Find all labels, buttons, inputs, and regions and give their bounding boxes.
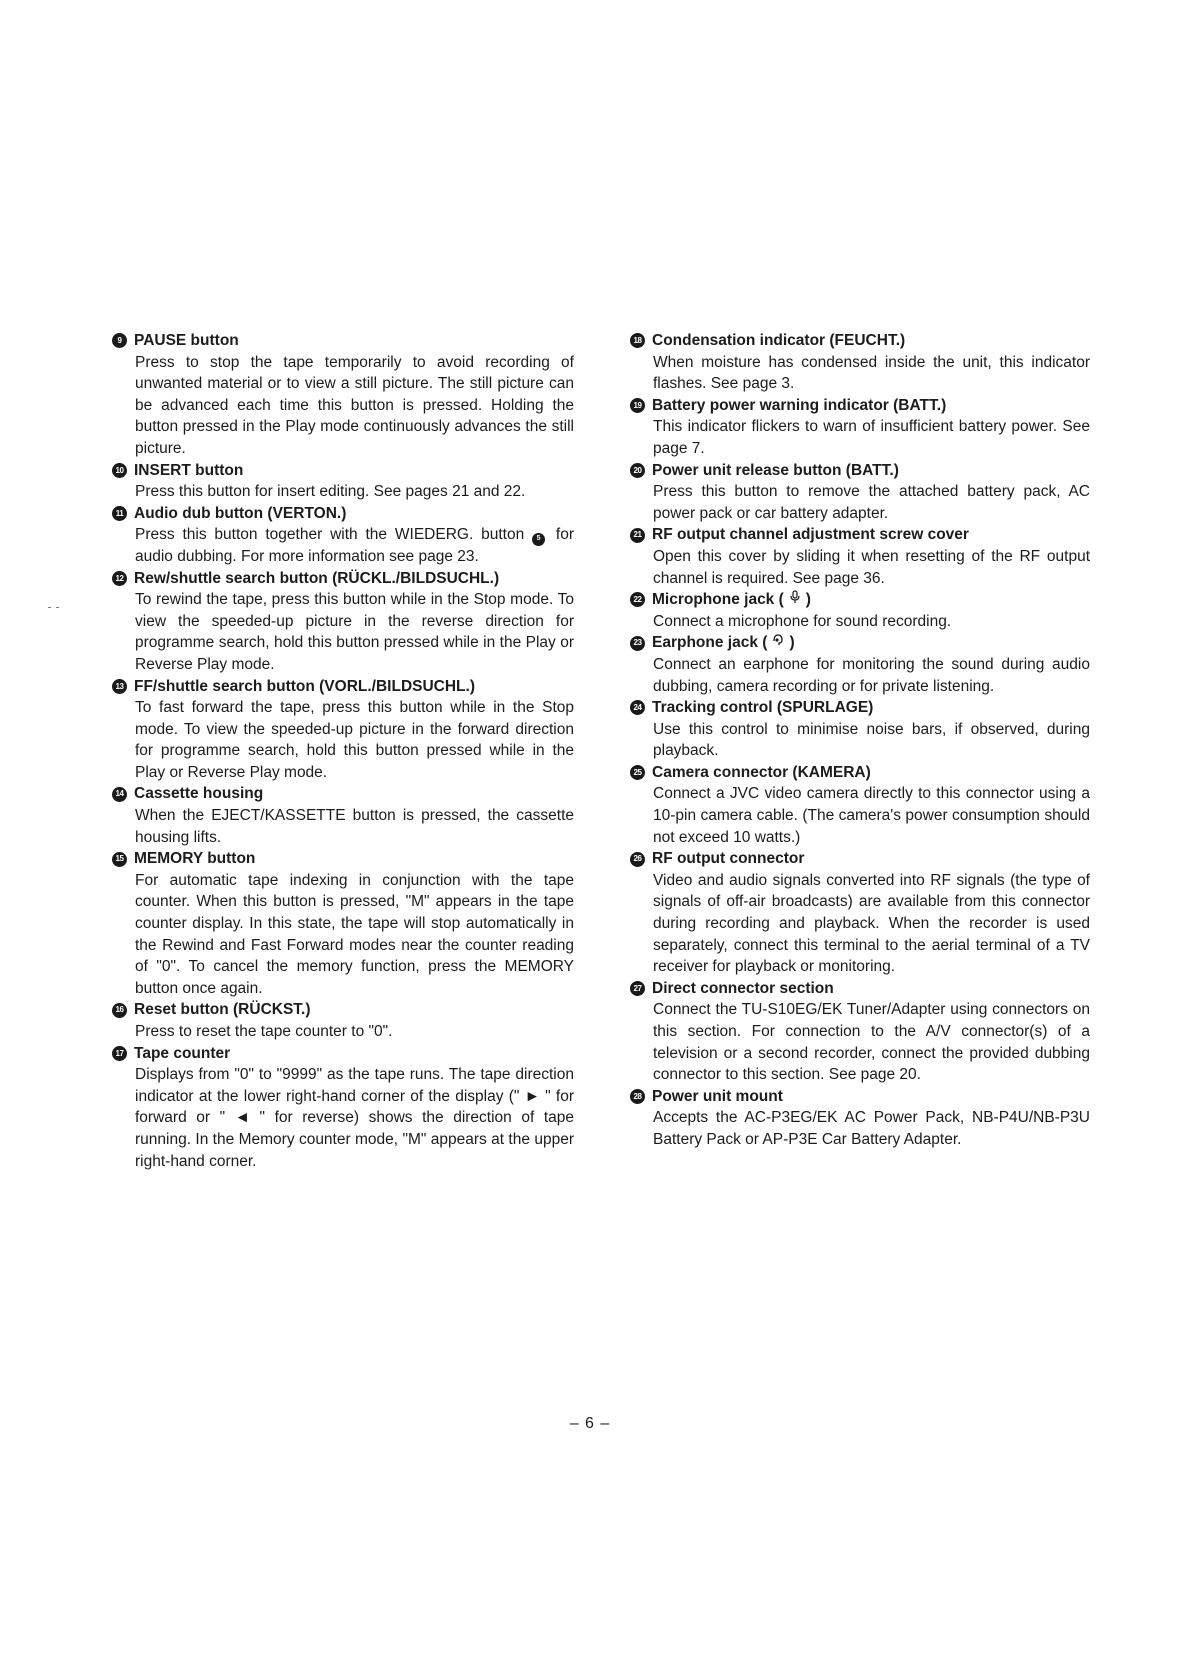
entry-description: When the EJECT/KASSETTE button is pressed, the cassette housing lifts. [135,807,574,846]
item-number-badge: 21 [630,528,645,543]
scan-speck [56,607,59,608]
item-number-badge: 16 [112,1003,127,1018]
entry-heading: Condensation indicator (FEUCHT.) [652,332,906,349]
entry-heading: Audio dub button (VERTON.) [134,504,347,522]
entry-rf-screw-cover [630,524,1090,589]
reference-number-badge: 5 [532,533,545,546]
item-number-badge: 11 [112,506,127,521]
microphone-icon [788,589,802,611]
entry-description: Connect the TU-S10EG/EK Tuner/Adapter using connectors on this section. For connection to the A/V connector(s) of a television or a second recorder, connect the provided dubbing connector to this section. See page 20. [653,1001,1090,1084]
item-number-badge: 19 [630,398,645,413]
entry-audio-dub-button [112,503,574,568]
entry-heading: Power unit release button (BATT.) [652,461,899,479]
entry-memory-button [112,848,574,999]
entry-insert-button [112,460,574,503]
entry-battery-warning-indicator [630,395,1090,460]
entry-reset-button [112,999,574,1042]
item-number-badge: 17 [112,1046,127,1061]
entry-description: Connect an earphone for monitoring the sound during audio dubbing, camera recording or for private listening. [653,655,1090,695]
entry-heading: Reset button (RÜCKST.) [134,1001,311,1019]
entry-heading-close: ) [789,634,795,652]
entry-heading: Rew/shuttle search button (RÜCKL./BILDSUCHL.) [134,569,500,587]
entry-rf-output-connector [630,848,1090,978]
entry-description: When moisture has condensed inside the unit, this indicator flashes. See page 3. [653,353,1090,393]
item-number-badge: 18 [630,333,645,348]
page-number: – 6 – [569,1415,611,1432]
item-number-badge: 13 [112,679,127,694]
entry-tracking-control [630,697,1090,762]
earphone-icon [771,632,785,654]
entry-microphone-jack [630,589,1090,632]
item-number-badge: 24 [630,700,645,715]
entry-heading: MEMORY button [134,850,256,868]
item-number-badge: 26 [630,852,645,867]
entry-description: Connect a JVC video camera directly to this connector using a 10-pin camera cable. (The camera's power consumption should not exceed 10 watts.) [653,785,1090,846]
item-number-badge: 10 [112,463,127,478]
entry-heading-close: ) [805,591,811,609]
entry-description: This indicator flickers to warn of insufficient battery power. See page 7. [653,418,1090,457]
entry-description: Connect a microphone for sound recording. [653,612,952,630]
entry-description: Displays from "0" to "9999" as the tape runs. The tape direction indicator at the lower right-hand corner of the display (" ► " for forward or " ◄ " for reverse) shows the direction of tape running. In the Memory counter mode, "M" appears at the upper right-hand corner. [135,1066,574,1170]
item-number-badge: 12 [112,571,127,586]
item-number-badge: 9 [112,333,127,348]
item-number-badge: 25 [630,765,645,780]
entry-heading: Earphone jack ( [652,634,768,652]
entry-description: Press to stop the tape temporarily to avoid recording of unwanted material or to view a still picture. The still picture can be advanced each time this button is pressed. Holding the button pressed in the Play mode continuously advances the still picture. [135,353,574,457]
item-number-badge: 28 [630,1089,645,1104]
left-column [112,330,574,1172]
entry-heading: RF output channel adjustment screw cover [652,526,969,544]
entry-description: Press this button for insert editing. See pages 21 and 22. [135,483,526,501]
scan-speck [48,607,51,608]
entry-description-part: for audio dubbing. For more information see page 23. [135,526,575,565]
entry-heading: Power unit mount [652,1087,783,1105]
entry-pause-button [112,330,574,460]
item-number-badge: 14 [112,787,127,802]
entry-cassette-housing [112,783,574,848]
item-number-badge: 23 [630,636,645,651]
entry-description: Press this button to remove the attached battery pack, AC power pack or car battery adapter. [653,483,1090,522]
entry-heading: Tape counter [134,1044,231,1062]
entry-heading: PAUSE button [134,332,239,349]
entry-direct-connector-section [630,978,1090,1086]
entry-description: Video and audio signals converted into RF signals (the type of signals of off-air broadcasts) are available from this connector during recording and playback. When the recorder is used separately, connect this terminal to the aerial terminal of a TV receiver for playback or monitoring. [653,871,1090,976]
entry-rew-shuttle-search-button [112,568,574,676]
entry-earphone-jack [630,632,1090,697]
item-number-badge: 15 [112,852,127,867]
entry-ff-shuttle-search-button [112,676,574,784]
entry-tape-counter [112,1043,574,1173]
entry-heading: Microphone jack ( [652,591,784,609]
entry-heading: FF/shuttle search button (VORL./BILDSUCHL.) [134,677,475,695]
entry-heading: Cassette housing [134,785,264,803]
entry-camera-connector [630,762,1090,848]
item-number-badge: 27 [630,981,645,996]
entry-power-unit-mount [630,1086,1090,1151]
right-column [630,330,1090,1151]
entry-description: To fast forward the tape, press this button while in the Stop mode. To view the speeded-up picture in the forward direction for programme search, hold this button pressed while in the Play or Reverse Play mode. [135,699,574,781]
entry-description: Use this control to minimise noise bars, if observed, during playback. [653,720,1090,760]
entry-description [135,524,574,567]
entry-condensation-indicator [630,330,1090,395]
entry-heading: INSERT button [134,461,244,479]
entry-heading: Camera connector (KAMERA) [652,763,871,781]
entry-description: Press to reset the tape counter to "0". [135,1023,393,1040]
entry-heading: RF output connector [652,850,805,868]
entry-heading: Tracking control (SPURLAGE) [652,699,874,717]
entry-description: To rewind the tape, press this button while in the Stop mode. To view the speeded-up picture in the reverse direction for programme search, hold this button pressed while in the Play or Reverse Play mode. [135,591,574,673]
entry-description: Accepts the AC-P3EG/EK AC Power Pack, NB-P4U/NB-P3U Battery Pack or AP-P3E Car Battery Adapter. [653,1109,1090,1148]
item-number-badge: 20 [630,463,645,478]
entry-heading: Battery power warning indicator (BATT.) [652,396,947,414]
entry-description: For automatic tape indexing in conjunction with the tape counter. When this button is pressed, "M" appears in the tape counter display. In this state, the tape will stop automatically in the Rewind and Fast Forward modes near the counter reading of "0". To cancel the memory function, press the MEMORY button once again. [135,871,574,997]
entry-description: Open this cover by sliding it when resetting of the RF output channel is required. See page 36. [653,547,1090,587]
item-number-badge: 22 [630,592,645,607]
entry-power-unit-release-button [630,460,1090,525]
entry-heading: Direct connector section [652,979,834,997]
entry-description-part: Press this button together with the WIEDERG. button [135,526,525,544]
